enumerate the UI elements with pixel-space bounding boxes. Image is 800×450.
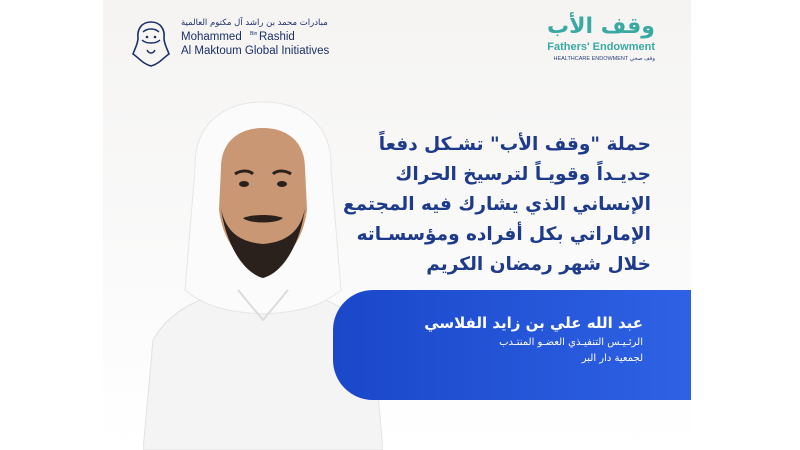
quote-text <box>342 130 651 280</box>
mbr-logo-line2: Al Maktoum Global Initiatives <box>181 45 330 57</box>
fathers-endowment-english: Fathers' Endowment <box>547 41 655 53</box>
person-photo <box>143 90 383 450</box>
quote-line-4: الإماراتي بكل أفراده ومؤسسـاته <box>356 224 651 245</box>
mbr-global-initiatives-logo <box>129 16 349 76</box>
fathers-endowment-logo <box>515 14 655 74</box>
quote-line-1: حملة "وقف الأب" تشـكل دفعاً <box>378 134 651 155</box>
fathers-endowment-subtitle: HEALTHCARE ENDOWMENT وقف صحي <box>553 56 655 62</box>
fathers-endowment-arabic: وقف الأب <box>547 14 655 39</box>
quote-line-2: جديـداً وقويـاً لترسيخ الحراك <box>395 164 651 185</box>
mbr-logo-bin: Bin <box>250 31 258 37</box>
quote-line-5: خلال شهر رمضان الكريم <box>426 254 651 275</box>
person-name: عبد الله علي بن زايد الفلاسي <box>424 314 643 332</box>
mbr-logo-rashid: Rashid <box>259 31 295 43</box>
mbr-logo-arabic-text: مبادرات محمد بن راشد آل مكتوم العالمية <box>181 18 328 28</box>
mbr-logo-mohammed: Mohammed <box>181 31 242 43</box>
mbr-emblem-icon <box>129 18 173 70</box>
poster <box>103 0 691 450</box>
person-role: الرئـيـس التنفيـذي العضـو المنتـدب <box>499 337 643 348</box>
quote-line-3: الإنساني الذي يشارك فيه المجتمع <box>342 194 651 215</box>
person-organization: لجمعية دار البر <box>581 353 643 364</box>
